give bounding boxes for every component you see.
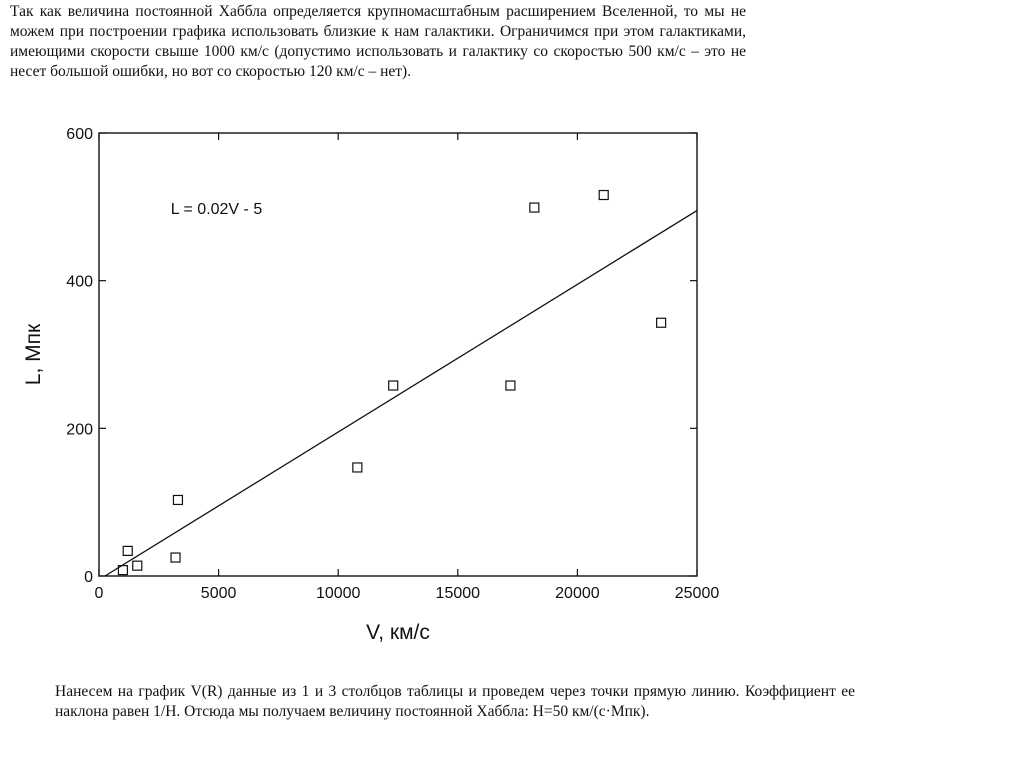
- y-tick-label: 600: [66, 126, 93, 143]
- x-tick-label: 15000: [435, 585, 481, 602]
- hubble-chart: [0, 118, 1024, 658]
- data-point: [173, 495, 182, 504]
- data-point: [123, 546, 132, 555]
- data-point: [171, 553, 180, 562]
- x-tick-label: 25000: [674, 585, 720, 602]
- data-point: [599, 191, 608, 200]
- x-tick-label: 20000: [555, 585, 600, 602]
- fit-equation-label: L = 0.02V - 5: [170, 201, 263, 219]
- x-tick-label: 0: [94, 585, 104, 602]
- data-point: [657, 318, 666, 327]
- intro-paragraph: Так как величина постоянной Хаббла определяется крупномасштабным расширением Вселенной, то мы не можем при построении графика использовать близкие к нам галактики. Ограничимся при этом галактиками, имеющими скорости свыше 1000 км/с (допустимо использовать и галактику со скоростью 500 км/с – это не несет большой ошибки, но вот со скоростью 120 км/с – нет).: [10, 3, 746, 80]
- data-point: [506, 381, 515, 390]
- data-point: [530, 203, 539, 212]
- x-tick-label: 5000: [200, 585, 237, 602]
- y-tick-label: 0: [84, 569, 93, 586]
- fit-line: [105, 211, 697, 576]
- data-point: [133, 561, 142, 570]
- conclusion-paragraph: Нанесем на график V(R) данные из 1 и 3 столбцов таблицы и проведем через точки прямую линию. Коэффициент ее наклона равен 1/H. Отсюда мы получаем величину постоянной Хаббла: H=50 км/(с·Мпк).: [55, 683, 855, 720]
- x-axis-title: V, км/с: [366, 621, 430, 644]
- y-tick-label: 400: [66, 273, 93, 291]
- data-point: [389, 381, 398, 390]
- y-tick-label: 200: [66, 421, 93, 439]
- x-tick-label: 10000: [315, 585, 361, 602]
- data-point: [353, 463, 362, 472]
- axis-tick-labels: [66, 126, 719, 602]
- y-axis-title: L, Мпк: [22, 323, 45, 386]
